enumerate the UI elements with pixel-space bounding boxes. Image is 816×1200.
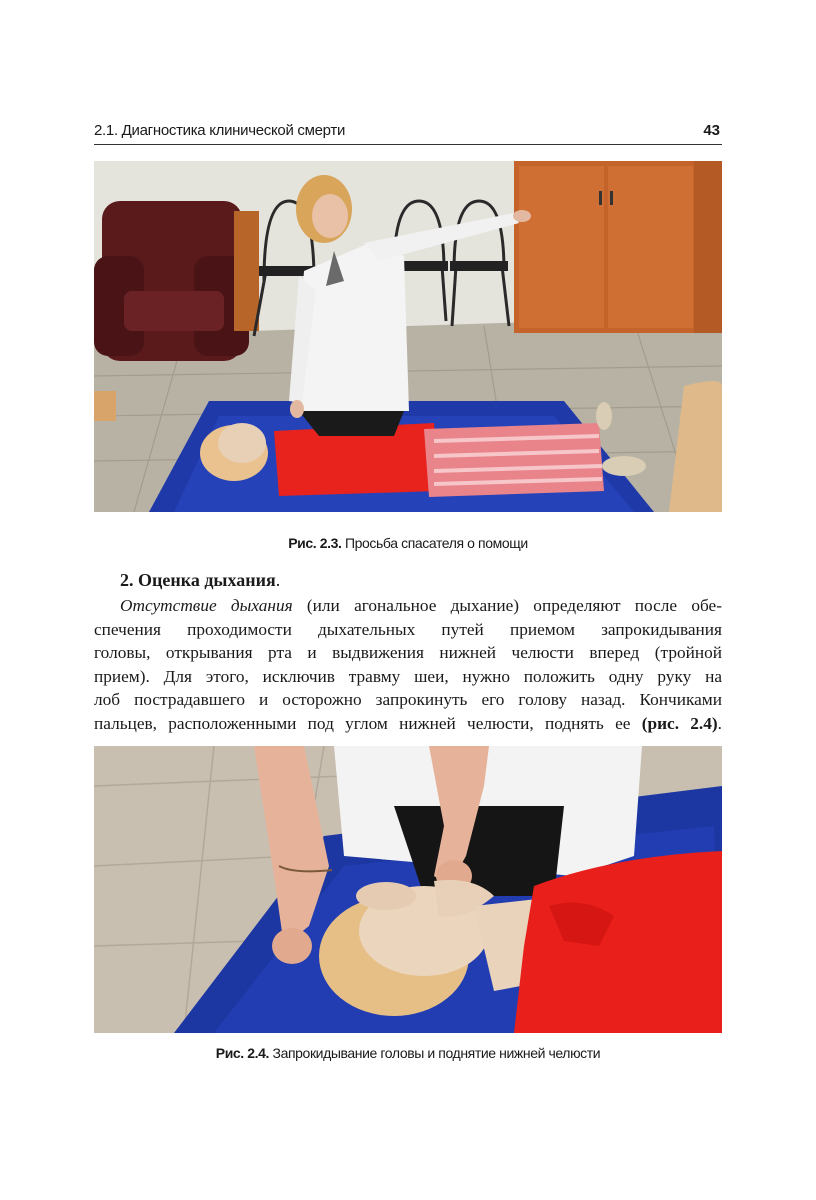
section-title-end: . (275, 570, 281, 590)
figure-2-3-label: Рис. 2.3. (288, 535, 342, 551)
paragraph-line-text: (или агональное дыхание) определяют после обе- (292, 596, 722, 615)
running-head (94, 118, 722, 145)
paragraph-line: лоб пострадавшего и осторожно запрокинуть его голову назад. Кончиками (94, 690, 722, 710)
figure-2-3-photo (94, 161, 722, 512)
figure-2-3-caption (94, 535, 722, 551)
paragraph-line (94, 594, 722, 618)
section-title: 2. Оценка дыхания (120, 570, 276, 590)
paragraph-line: прием). Для этого, исключив травму шеи, нужно положить одну руку на (94, 666, 722, 686)
figure-2-4-photo (94, 746, 722, 1033)
figure-2-4-caption-text: Запрокидывание головы и поднятие нижней челюсти (272, 1045, 601, 1061)
paragraph-line (94, 712, 722, 736)
running-title: 2.1. Диагностика клинической смерти (94, 122, 346, 139)
paragraph-line: головы, открывания рта и выдвижения нижней челюсти вперед (тройной (94, 643, 722, 663)
body-paragraph (94, 594, 722, 736)
figure-2-3-caption-text: Просьба спасателя о помощи (345, 535, 528, 551)
figure-reference: (рис. 2.4) (641, 713, 718, 733)
figure-2-4-label: Рис. 2.4. (215, 1045, 270, 1061)
section-heading (120, 570, 280, 591)
page-number: 43 (703, 122, 720, 139)
paragraph-line: спечения проходимости дыхательных путей приемом запрокидывания (94, 619, 722, 639)
paragraph-line-text: пальцев, расположенными под углом нижней челюсти, поднять ее (94, 713, 642, 733)
figure-2-4-caption (94, 1045, 722, 1061)
paragraph-italic-term: Отсутствие дыхания (120, 596, 293, 615)
paragraph-line-end: . (717, 713, 722, 733)
